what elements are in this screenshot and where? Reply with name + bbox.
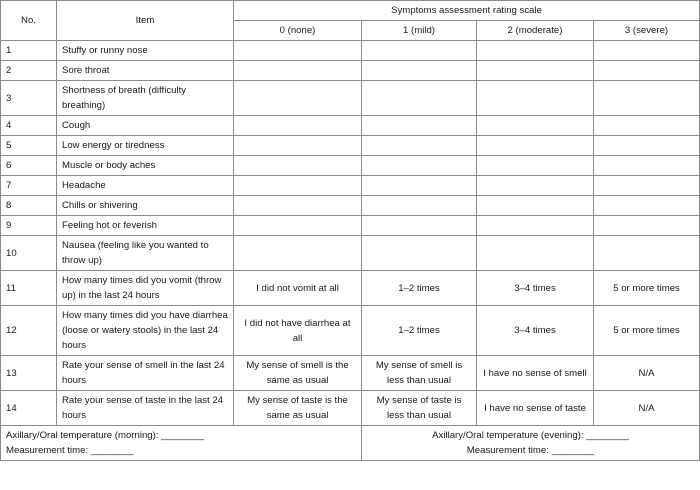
table-row (1, 156, 700, 176)
row-item: How many times did you have diarrhea (loose or watery stools) in the last 24 hours (57, 306, 234, 356)
row-item: Shortness of breath (difficulty breathing) (57, 81, 234, 116)
table-row (1, 391, 700, 426)
rating-cell-3[interactable] (594, 61, 700, 81)
rating-cell-2[interactable]: 3–4 times (477, 306, 594, 356)
rating-cell-2[interactable] (477, 81, 594, 116)
row-item: Feeling hot or feverish (57, 216, 234, 236)
morning-temperature-label: Axillary/Oral temperature (morning): ________ (6, 430, 204, 441)
rating-cell-0[interactable]: I did not have diarrhea at all (234, 306, 362, 356)
rating-cell-1[interactable]: My sense of taste is less than usual (362, 391, 477, 426)
row-item: Headache (57, 176, 234, 196)
rating-cell-3[interactable] (594, 176, 700, 196)
rating-cell-1[interactable]: 1–2 times (362, 271, 477, 306)
table-row (1, 216, 700, 236)
row-item: Rate your sense of smell in the last 24 hours (57, 356, 234, 391)
rating-cell-3[interactable]: 5 or more times (594, 271, 700, 306)
table-row (1, 116, 700, 136)
table-row (1, 356, 700, 391)
rating-cell-0[interactable] (234, 116, 362, 136)
rating-cell-1[interactable] (362, 61, 477, 81)
row-no: 10 (1, 236, 57, 271)
row-item: Muscle or body aches (57, 156, 234, 176)
row-item: Rate your sense of taste in the last 24 hours (57, 391, 234, 426)
evening-temperature-label: Axillary/Oral temperature (evening): ________ (432, 430, 629, 441)
row-item: Nausea (feeling like you wanted to throw up) (57, 236, 234, 271)
rating-cell-0[interactable] (234, 156, 362, 176)
header-item: Item (57, 1, 234, 41)
rating-cell-3[interactable] (594, 156, 700, 176)
rating-cell-1[interactable]: 1–2 times (362, 306, 477, 356)
rating-cell-1[interactable] (362, 136, 477, 156)
rating-cell-0[interactable] (234, 61, 362, 81)
header-level-0: 0 (none) (234, 21, 362, 41)
table-row (1, 81, 700, 116)
rating-cell-3[interactable]: N/A (594, 391, 700, 426)
rating-cell-1[interactable]: My sense of smell is less than usual (362, 356, 477, 391)
row-no: 4 (1, 116, 57, 136)
evening-measurement-time-label: Measurement time: ________ (466, 445, 595, 456)
rating-cell-2[interactable] (477, 61, 594, 81)
rating-cell-3[interactable] (594, 81, 700, 116)
table-row (1, 196, 700, 216)
rating-cell-2[interactable]: 3–4 times (477, 271, 594, 306)
morning-measurement-time-label: Measurement time: ________ (6, 445, 134, 456)
rating-cell-3[interactable]: 5 or more times (594, 306, 700, 356)
rating-cell-0[interactable] (234, 41, 362, 61)
rating-cell-2[interactable]: I have no sense of smell (477, 356, 594, 391)
rating-cell-2[interactable] (477, 236, 594, 271)
row-no: 6 (1, 156, 57, 176)
rating-cell-0[interactable]: My sense of smell is the same as usual (234, 356, 362, 391)
header-level-1: 1 (mild) (362, 21, 477, 41)
table-row (1, 236, 700, 271)
rating-cell-3[interactable] (594, 116, 700, 136)
rating-cell-0[interactable]: I did not vomit at all (234, 271, 362, 306)
table-row (1, 271, 700, 306)
row-item: Cough (57, 116, 234, 136)
row-no: 3 (1, 81, 57, 116)
temperature-footer-row (1, 426, 700, 461)
rating-cell-1[interactable] (362, 236, 477, 271)
rating-cell-0[interactable] (234, 176, 362, 196)
rating-cell-2[interactable] (477, 156, 594, 176)
row-no: 1 (1, 41, 57, 61)
rating-cell-3[interactable] (594, 136, 700, 156)
rating-cell-3[interactable] (594, 216, 700, 236)
rating-cell-0[interactable]: My sense of taste is the same as usual (234, 391, 362, 426)
row-item: Sore throat (57, 61, 234, 81)
table-row (1, 41, 700, 61)
rating-cell-3[interactable] (594, 236, 700, 271)
rating-cell-2[interactable] (477, 176, 594, 196)
row-item: How many times did you vomit (throw up) in the last 24 hours (57, 271, 234, 306)
row-no: 11 (1, 271, 57, 306)
row-item: Stuffy or runny nose (57, 41, 234, 61)
rating-cell-3[interactable]: N/A (594, 356, 700, 391)
rating-cell-0[interactable] (234, 81, 362, 116)
rating-cell-1[interactable] (362, 196, 477, 216)
rating-cell-2[interactable] (477, 116, 594, 136)
row-no: 2 (1, 61, 57, 81)
rating-cell-0[interactable] (234, 196, 362, 216)
evening-temperature-cell[interactable] (362, 426, 700, 461)
row-no: 14 (1, 391, 57, 426)
row-item: Low energy or tiredness (57, 136, 234, 156)
rating-cell-1[interactable] (362, 116, 477, 136)
rating-cell-0[interactable] (234, 216, 362, 236)
rating-cell-0[interactable] (234, 236, 362, 271)
rating-cell-2[interactable] (477, 196, 594, 216)
morning-temperature-cell[interactable] (1, 426, 362, 461)
row-no: 7 (1, 176, 57, 196)
table-row (1, 306, 700, 356)
row-no: 13 (1, 356, 57, 391)
rating-cell-1[interactable] (362, 176, 477, 196)
header-rating-scale: Symptoms assessment rating scale (234, 1, 700, 21)
row-item: Chills or shivering (57, 196, 234, 216)
rating-cell-2[interactable]: I have no sense of taste (477, 391, 594, 426)
table-row (1, 176, 700, 196)
header-no: No. (1, 1, 57, 41)
rating-cell-2[interactable] (477, 216, 594, 236)
rating-cell-1[interactable] (362, 41, 477, 61)
table-row (1, 136, 700, 156)
rating-cell-3[interactable] (594, 196, 700, 216)
rating-cell-1[interactable] (362, 216, 477, 236)
rating-cell-2[interactable] (477, 136, 594, 156)
header-level-2: 2 (moderate) (477, 21, 594, 41)
row-no: 12 (1, 306, 57, 356)
rating-cell-0[interactable] (234, 136, 362, 156)
row-no: 9 (1, 216, 57, 236)
row-no: 5 (1, 136, 57, 156)
rating-cell-1[interactable] (362, 81, 477, 116)
table-row (1, 61, 700, 81)
rating-cell-1[interactable] (362, 156, 477, 176)
rating-cell-2[interactable] (477, 41, 594, 61)
rating-cell-3[interactable] (594, 41, 700, 61)
row-no: 8 (1, 196, 57, 216)
header-level-3: 3 (severe) (594, 21, 700, 41)
